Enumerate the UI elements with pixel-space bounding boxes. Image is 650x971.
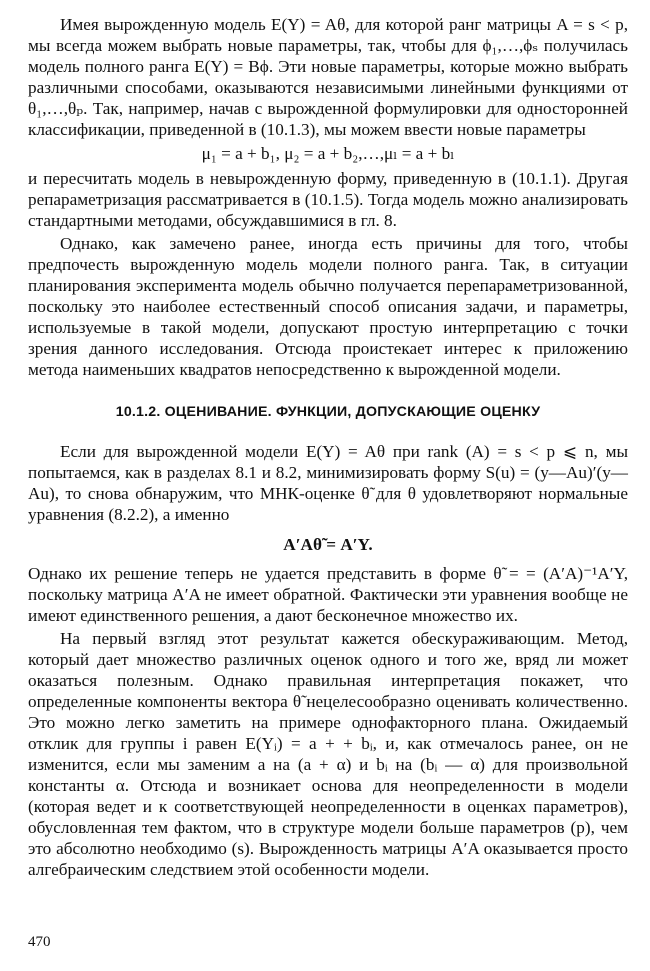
formula-mu xyxy=(28,143,628,164)
page-body xyxy=(28,14,628,880)
paragraph-3: Однако, как замечено ранее, иногда есть причины для того, чтобы предпочесть вырожденную модель модели полного ранга. Так, в ситуации планирования эксперимента модель обычно получается перепараметризованной, поскольку это наиболее естественный способ описания задачи, и параметры, используемые в такой модели, допускают простую интерпретацию с точки зрения данного исследования. Отсюда проистекает интерес к приложению метода наименьших квадратов непосредственно к вырожденной модели. xyxy=(28,234,628,379)
paragraph-1: Имея вырожденную модель E(Y) = Aθ, для которой ранг матрицы A = s < p, мы всегда можем выбрать новые параметры, так, чтобы для ϕ₁,…,ϕₛ получилась модель полного ранга E(Y) = Bϕ. Эти новые параметры, которые можно выбрать различными способами, оказываются независимыми линейными функциями от θ₁,…,θₚ. Так, например, начав с вырожденной формулировки для односторонней классификации, приведенной в (10.1.3), мы можем ввести новые параметры xyxy=(28,15,628,139)
formula-normal-equations-text: A′Aθ̃ = A′Y. xyxy=(283,535,373,554)
paragraph-5: Однако их решение теперь не удается представить в форме θ̃ = = (A′A)⁻¹A′Y, поскольку матрица A′A не имеет обратной. Фактически эти уравнения вообще не имеют единственного решения, а дают бесконечное множество их. xyxy=(28,564,628,625)
paragraph-6: На первый взгляд этот результат кажется обескураживающим. Метод, который дает множество различных оценок одного и того же, вряд ли может оказаться полезным. Однако правильная интерпретация покажет, что определенные компоненты вектора θ̃ нецелесообразно оценивать количественно. Это можно легко заметить на примере однофакторного плана. Ожидаемый отклик для группы i равен E(Yᵢ) = a + + bᵢ, и, как отмечалось ранее, он не изменится, если мы заменим a на (a + α) и bᵢ на (bᵢ — α) для произвольной константы α. Отсюда и возникает основа для неопределенности в модели (которая ведет и к соответствующей неопределенности в оценках параметров), обусловленная тем фактом, что в структуре модели больше параметров (p), чем это абсолютно необходимо (s). Вырожденность матрицы A′A оказывается просто алгебраическим следствием этой особенности модели. xyxy=(28,629,628,879)
formula-mu-text: μ₁ = a + b₁, μ₂ = a + b₂,…,μₗ = a + bₗ xyxy=(201,144,455,163)
page-number: 470 xyxy=(28,934,51,950)
section-heading: 10.1.2. ОЦЕНИВАНИЕ. ФУНКЦИИ, ДОПУСКАЮЩИЕ ОЦЕНКУ xyxy=(115,404,541,420)
paragraph-4: Если для вырожденной модели E(Y) = Aθ при rank (A) = s < p ⩽ n, мы попытаемся, как в разделах 8.1 и 8.2, минимизировать форму S(u) = (y—Au)′(y—Au), то снова обнаружим, что МНК-оценке θ̃ для θ удовлетворяют нормальные уравнения (8.2.2), а именно xyxy=(28,442,628,524)
formula-normal-equations xyxy=(28,534,628,555)
paragraph-2: и пересчитать модель в невырожденную форму, приведенную в (10.1.1). Другая репараметризация рассматривается в (10.1.5). Тогда модель можно анализировать стандартными методами, обсуждавшимися в гл. 8. xyxy=(28,169,628,230)
